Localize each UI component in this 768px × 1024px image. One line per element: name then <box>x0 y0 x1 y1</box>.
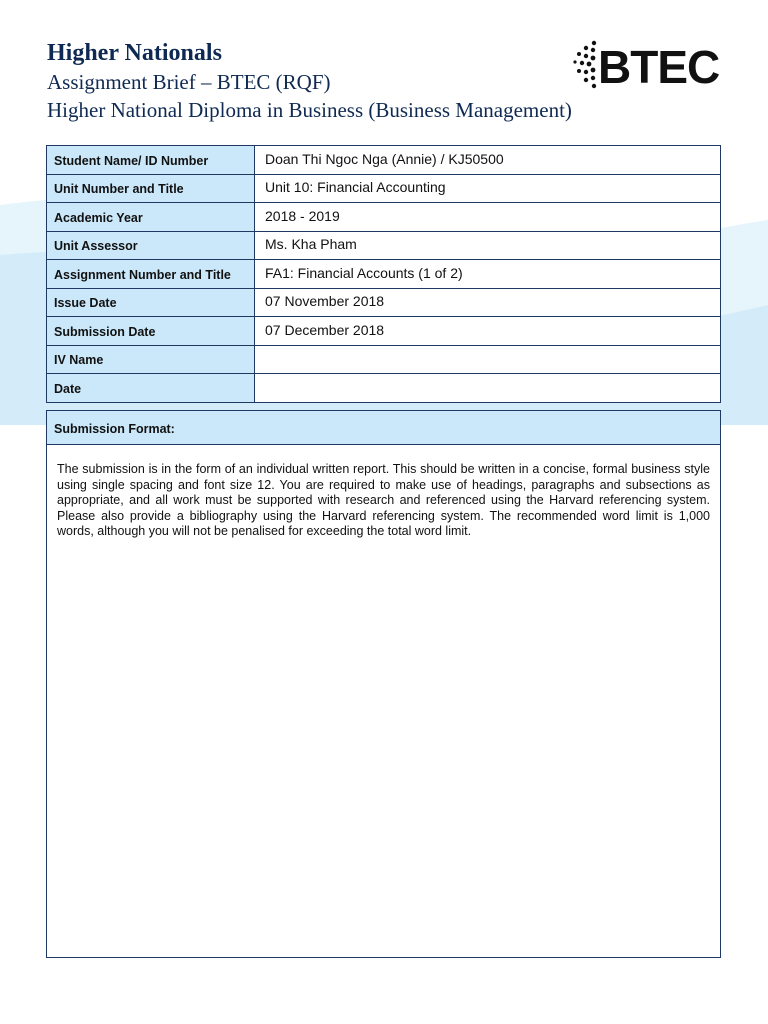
document-title: Higher Nationals <box>47 40 222 66</box>
field-value: 07 December 2018 <box>255 317 721 346</box>
document-header <box>47 38 572 124</box>
table-row <box>47 174 721 203</box>
field-value: 07 November 2018 <box>255 288 721 317</box>
assignment-info-table <box>46 145 721 403</box>
field-label: Unit Number and Title <box>47 174 255 203</box>
field-label: Submission Date <box>47 317 255 346</box>
table-row <box>47 260 721 289</box>
field-value <box>255 345 721 374</box>
submission-format-heading: Submission Format: <box>47 411 720 445</box>
svg-text:BTEC: BTEC <box>598 41 720 92</box>
field-value <box>255 374 721 403</box>
field-value: Doan Thi Ngoc Nga (Annie) / KJ50500 <box>255 146 721 175</box>
submission-format-box <box>46 410 721 958</box>
table-row <box>47 203 721 232</box>
field-label: Student Name/ ID Number <box>47 146 255 175</box>
field-label: Academic Year <box>47 203 255 232</box>
table-row <box>47 146 721 175</box>
field-value: Ms. Kha Pham <box>255 231 721 260</box>
submission-format-text: The submission is in the form of an individual written report. This should be written in a concise, formal business style using single spacing and font size 12. You are required to make use of headings, paragraphs and subsections as appropriate, and all work must be supported with research and referenced using the Harvard referencing system. Please also provide a bibliography using the Harvard referencing system. The recommended word limit is 1,000 words, although you will not be penalised for exceeding the total word limit. <box>57 462 710 538</box>
field-label: Issue Date <box>47 288 255 317</box>
table-row <box>47 288 721 317</box>
field-value: FA1: Financial Accounts (1 of 2) <box>255 260 721 289</box>
btec-logo <box>572 36 724 92</box>
table-row <box>47 231 721 260</box>
field-label: Assignment Number and Title <box>47 260 255 289</box>
document-subtitle: Assignment Brief – BTEC (RQF) <box>47 70 331 94</box>
table-row <box>47 345 721 374</box>
field-value: 2018 - 2019 <box>255 203 721 232</box>
field-label: Date <box>47 374 255 403</box>
table-row <box>47 374 721 403</box>
field-label: IV Name <box>47 345 255 374</box>
field-value: Unit 10: Financial Accounting <box>255 174 721 203</box>
field-label: Unit Assessor <box>47 231 255 260</box>
table-row <box>47 317 721 346</box>
programme-title: Higher National Diploma in Business (Business Management) <box>47 98 572 122</box>
